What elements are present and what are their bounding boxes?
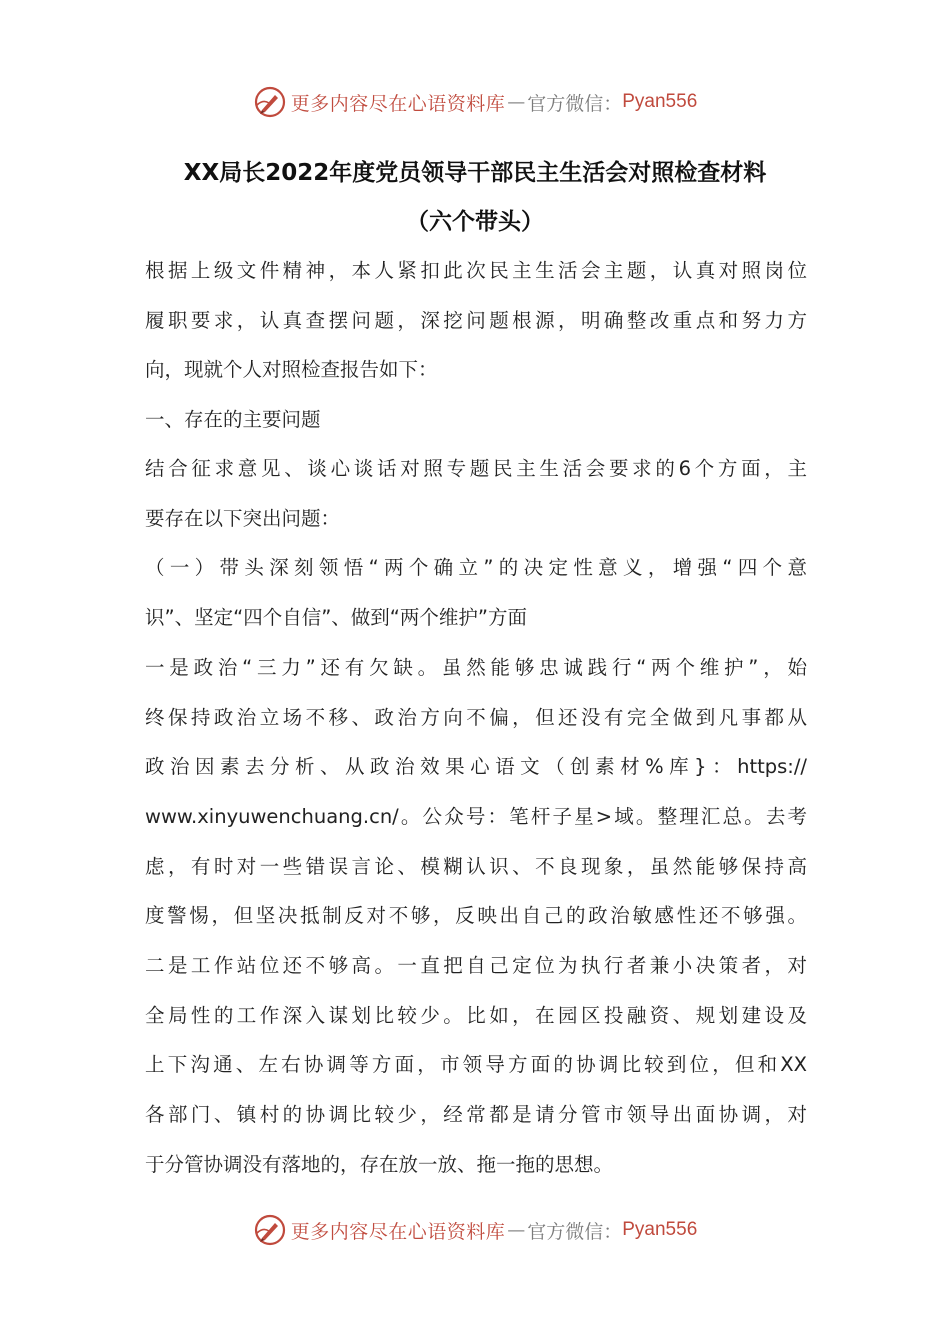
body-line: 上下沟通、左右协调等方面，市领导方面的协调比较到位，但和XX [145,1053,807,1076]
body-line: 全局性的工作深入谋划比较少。比如，在园区投融资、规划建设及 [145,1004,807,1027]
banner-text: 更多内容尽在心语资料库 [290,92,506,115]
body-line: 结合征求意见、谈心谈话对照专题民主生活会要求的6个方面，主 [145,457,807,480]
banner-separator: — [507,91,526,113]
body-line: www.xinyuwenchuang.cn/。公众号：笔杆子星>域。整理汇总。去考 [145,805,807,828]
body-line: 度警惕，但坚决抵制反对不够，反映出自己的政治敏感性还不够强。 [145,904,807,927]
section-heading: 一、存在的主要问题 [145,408,321,431]
body-line: 终保持政治立场不移、政治方向不偏，但还没有完全做到凡事都从 [145,706,807,729]
body-line: 根据上级文件精神，本人紧扣此次民主生活会主题，认真对照岗位 [145,259,807,282]
body-line: 于分管协调没有落地的，存在放一放、拖一拖的思想。 [145,1153,614,1176]
document-subtitle: （六个带头） [406,209,544,235]
body-line: 向，现就个人对照检查报告如下： [145,358,438,381]
footer-banner [0,1210,950,1250]
banner-wechat-id: Pyan556 [622,91,698,112]
banner-wechat-id: Pyan556 [622,1219,698,1240]
subsection-heading: 识”、坚定“四个自信”、做到“两个维护”方面 [145,606,528,629]
banner-official-label: 官方微信： [527,92,623,115]
body-line: 要存在以下突出问题： [145,507,341,530]
banner-text: 更多内容尽在心语资料库 [290,1220,506,1243]
body-line: 各部门、镇村的协调比较少，经常都是请分管市领导出面协调，对 [145,1103,807,1126]
body-line: 二是工作站位还不够高。一直把自己定位为执行者兼小决策者，对 [145,954,807,977]
body-line: 政治因素去分析、从政治效果心语文（创素材%库}：https:// [145,755,807,778]
banner-official-label: 官方微信： [527,1220,623,1243]
body-line: 履职要求，认真查摆问题，深挖问题根源，明确整改重点和努力方 [145,309,807,332]
pen-in-circle-logo-icon [253,85,287,119]
body-line: 一是政治“三力”还有欠缺。虽然能够忠诚践行“两个维护”，始 [145,656,807,679]
subsection-heading: （一）带头深刻领悟“两个确立”的决定性意义，增强“四个意 [145,556,807,579]
body-line: 虑，有时对一些错误言论、模糊认识、不良现象，虽然能够保持高 [145,855,807,878]
banner-separator: — [507,1219,526,1241]
pen-in-circle-logo-icon [253,1213,287,1247]
document-title: XX局长2022年度党员领导干部民主生活会对照检查材料 [183,160,767,186]
header-banner [0,82,950,122]
